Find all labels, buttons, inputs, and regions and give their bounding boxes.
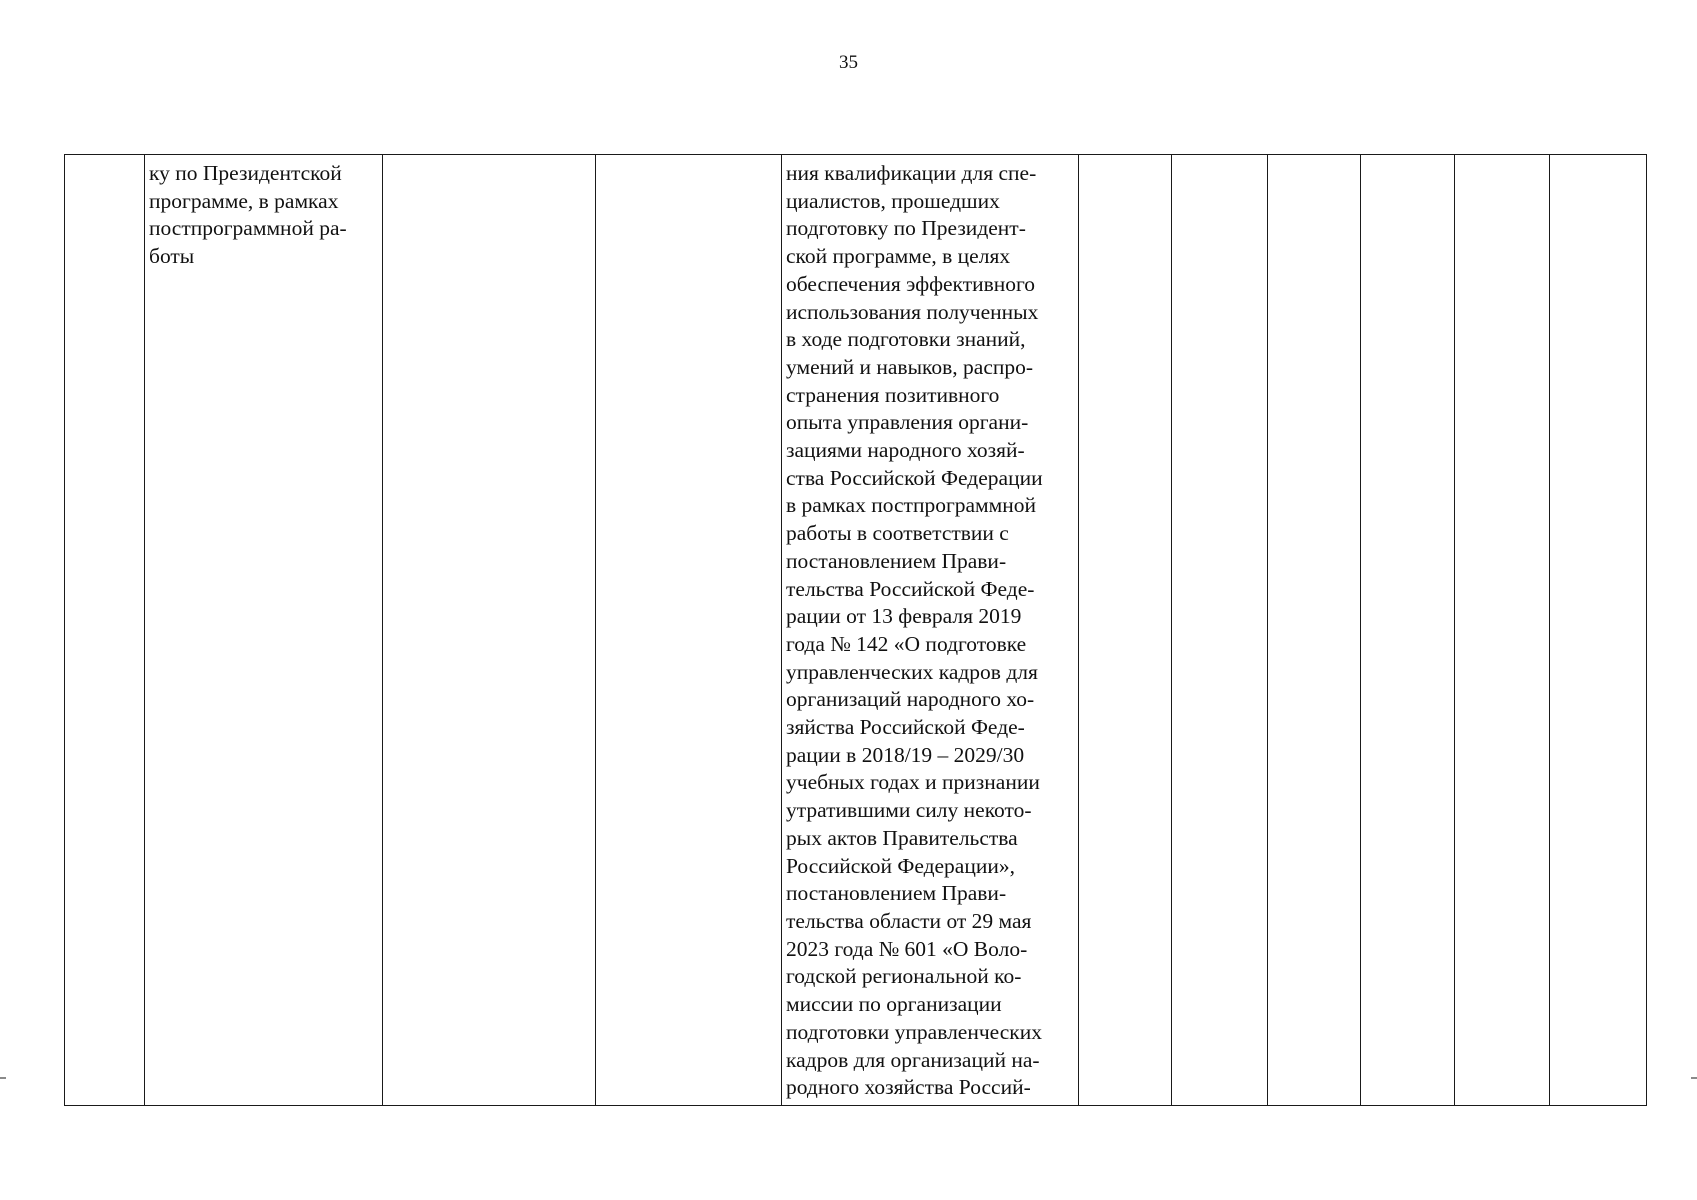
text-line: тельства Российской Феде- (786, 576, 1035, 601)
text-line: родного хозяйства Россий- (786, 1075, 1031, 1100)
cell-empty-4 (596, 155, 782, 1106)
text-line: опыта управления органи- (786, 410, 1029, 435)
text-line: рых актов Правительства (786, 825, 1018, 850)
cell-number (65, 155, 145, 1106)
text-line: умений и навыков, распро- (786, 354, 1034, 379)
text-line: 2023 года № 601 «О Воло- (786, 936, 1028, 961)
text-line: в рамках постпрограммной (786, 493, 1037, 518)
text-line: учебных годах и признании (786, 770, 1040, 795)
text-line: подготовки управленческих (786, 1019, 1042, 1044)
text-line: циалистов, прошедших (786, 188, 1000, 213)
text-line: ской программе, в целях (786, 244, 1011, 269)
text-line: постановлением Прави- (786, 548, 1007, 573)
text-line: ку по Президентской (149, 161, 342, 185)
text-line: использования полученных (786, 299, 1039, 324)
text-line: тельства области от 29 мая (786, 908, 1032, 933)
document-table (64, 154, 1647, 1106)
table-row (65, 155, 1647, 1106)
cell-empty-7 (1172, 155, 1268, 1106)
text-line: управленческих кадров для (786, 659, 1038, 684)
scan-margin-mark-right (1691, 1077, 1697, 1079)
cell-empty-3 (383, 155, 596, 1106)
cell-empty-10 (1455, 155, 1550, 1106)
text-line: года № 142 «О подготовке (786, 631, 1027, 656)
text-line: миссии по организации (786, 992, 1002, 1017)
cell-empty-6 (1079, 155, 1172, 1106)
text-line: ния квалификации для спе- (786, 161, 1037, 185)
text-line: в ходе подготовки знаний, (786, 327, 1026, 352)
text-line: Российской Федерации», (786, 853, 1015, 878)
cell-description (782, 155, 1079, 1106)
page-number: 35 (839, 52, 858, 73)
scan-margin-mark-left (0, 1077, 6, 1079)
cell-empty-9 (1361, 155, 1455, 1106)
text-line: кадров для организаций на- (786, 1047, 1040, 1072)
text-line: организаций народного хо- (786, 687, 1035, 712)
text-line: зяйства Российской Феде- (786, 715, 1025, 740)
event-name-text (149, 160, 379, 271)
text-line: постпрограммной ра- (149, 216, 347, 241)
text-line: боты (149, 244, 195, 269)
text-line: программе, в рамках (149, 188, 339, 213)
cell-empty-11 (1550, 155, 1647, 1106)
text-line: работы в соответствии с (786, 521, 1009, 546)
text-line: ства Российской Федерации (786, 465, 1043, 490)
description-text (786, 160, 1075, 1102)
text-line: странения позитивного (786, 382, 1000, 407)
text-line: постановлением Прави- (786, 881, 1007, 906)
text-line: обеспечения эффективного (786, 271, 1036, 296)
text-line: рации от 13 февраля 2019 (786, 604, 1022, 629)
cell-event-name (145, 155, 383, 1106)
text-line: рации в 2018/19 – 2029/30 (786, 742, 1025, 767)
text-line: подготовку по Президент- (786, 216, 1026, 241)
text-line: зациями народного хозяй- (786, 438, 1025, 463)
text-line: годской региональной ко- (786, 964, 1022, 989)
cell-empty-8 (1268, 155, 1361, 1106)
text-line: утратившими силу некото- (786, 798, 1032, 823)
